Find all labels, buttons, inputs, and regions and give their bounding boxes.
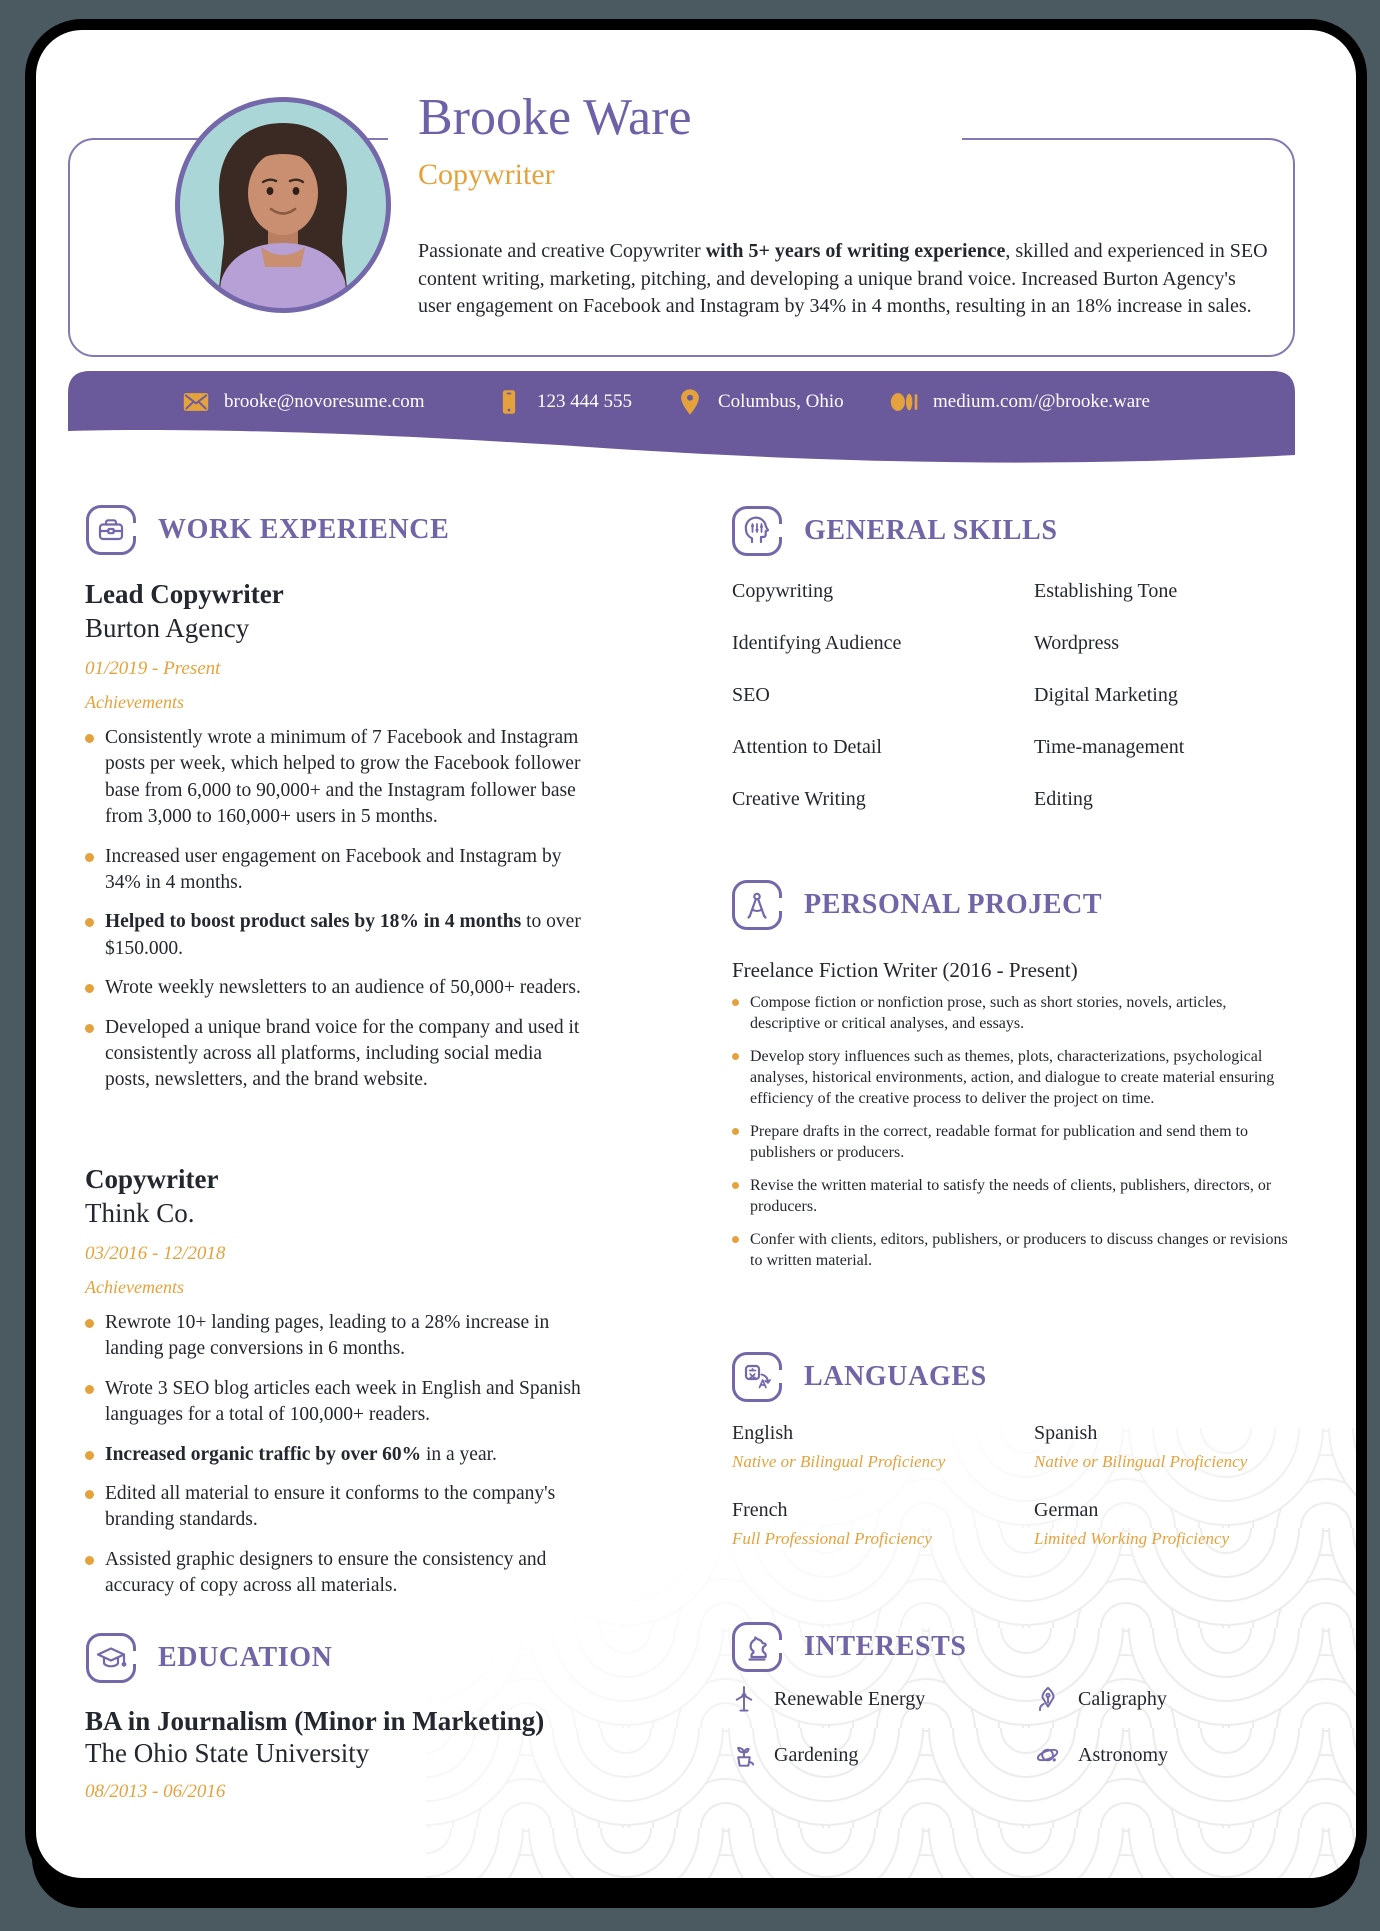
interest-label: Gardening [774,1743,859,1766]
person-job-title: Copywriter [418,158,555,191]
skills-grid [732,580,1292,811]
section-title: GENERAL SKILLS [804,515,1058,546]
phone-icon [494,387,524,417]
company-name: Think Co. [85,1198,195,1228]
briefcase-icon [86,505,136,555]
interests-grid [728,1682,1294,1772]
location-pin-icon [675,387,705,417]
project-bullet: Compose fiction or nonfiction prose, such as short stories, novels, articles, descriptive or critical analyses, and essays. [732,992,1292,1034]
contact-items [68,380,1295,424]
astronomy-orbit-icon [1032,1738,1064,1772]
interest-label: Renewable Energy [774,1687,926,1710]
achievement-item: Wrote 3 SEO blog articles each week in English and Spanish languages for a total of 100,000+ readers. [85,1376,590,1429]
language-level: Full Professional Proficiency [732,1529,932,1548]
interest-item [728,1682,1032,1716]
achievement-item: Increased user engagement on Facebook and Instagram by 34% in 4 months. [85,844,590,897]
compass-icon [732,880,782,930]
translate-icon [732,1352,782,1402]
contact-location-text: Columbus, Ohio [718,391,844,412]
skill-item: Digital Marketing [1034,684,1178,706]
date-range: 03/2016 - 12/2018 [85,1243,226,1264]
achievement-item: Edited all material to ensure it conforms to the company's branding standards. [85,1481,590,1534]
contact-phone[interactable] [494,380,632,424]
work-entry-1 [85,578,590,1107]
skill-item: SEO [732,684,770,706]
education-entry [85,1705,645,1803]
contact-medium[interactable] [888,380,1150,424]
language-name: German [1034,1499,1099,1521]
contact-location[interactable] [675,380,844,424]
achievements-label: Achievements [85,1277,184,1297]
language-item [732,1422,1034,1472]
degree: BA in Journalism (Minor in Marketing) [85,1706,545,1736]
language-name: English [732,1422,794,1444]
skill-item: Time-management [1034,736,1185,758]
section-header-work-experience [86,505,449,555]
interest-item [728,1738,1032,1772]
date-range: 08/2013 - 06/2016 [85,1781,226,1802]
project-bullet: Revise the written material to satisfy the needs of clients, publishers, directors, or producers. [732,1175,1292,1217]
language-item [732,1499,1034,1549]
school: The Ohio State University [85,1738,370,1768]
achievement-item: Consistently wrote a minimum of 7 Facebook and Instagram posts per week, which helped to grow the Facebook follower base from 6,000 to 90,000+ and the Instagram follower base from 3,000 to 160,000+ users in 5 months. [85,725,590,831]
language-level: Native or Bilingual Proficiency [1034,1452,1248,1471]
section-title: WORK EXPERIENCE [158,514,450,545]
job-title: Copywriter [85,1164,219,1194]
achievement-item: Wrote weekly newsletters to an audience of 50,000+ readers. [85,975,590,1001]
skill-item: Copywriting [732,580,834,602]
language-level: Native or Bilingual Proficiency [732,1452,946,1471]
language-name: French [732,1499,788,1521]
graduation-cap-icon [86,1633,136,1683]
language-name: Spanish [1034,1422,1098,1444]
achievements-label: Achievements [85,692,184,712]
job-title: Lead Copywriter [85,579,284,609]
head-sliders-icon [732,506,782,556]
pen-nib-icon [1032,1682,1064,1716]
languages-grid [732,1422,1292,1549]
achievement-item: Helped to boost product sales by 18% in 4 months to over $150.000. [85,909,590,962]
skill-item: Creative Writing [732,788,866,810]
interest-label: Caligraphy [1078,1687,1167,1710]
profile-summary: Passionate and creative Copywriter with 5+ years of writing experience, skilled and experienced in SEO content writing, marketing, pitching, and developing a unique brand voice. Increased Burton Agency's user engagement on Facebook and Instagram by 34% in 4 months, resulting in an 18% increase in sales. [418,240,1268,317]
company-name: Burton Agency [85,613,250,643]
language-item [1034,1499,1292,1549]
project-bullet-list [732,992,1292,1283]
chess-knight-icon [732,1622,782,1672]
skill-item: Identifying Audience [732,632,902,654]
skill-item: Editing [1034,788,1093,810]
contact-email-text: brooke@novoresume.com [224,391,425,412]
project-bullet: Confer with clients, editors, publishers, or producers to discuss changes or revisions to written material. [732,1229,1292,1271]
plant-pot-icon [728,1738,760,1772]
section-header-languages [732,1352,987,1402]
achievement-list [85,725,590,1094]
section-title: EDUCATION [158,1642,333,1673]
achievement-item: Assisted graphic designers to ensure the consistency and accuracy of copy across all materials. [85,1547,590,1600]
achievement-item: Increased organic traffic by over 60% in a year. [85,1442,590,1468]
section-header-personal-project [732,880,1102,930]
achievement-list [85,1310,590,1600]
interest-item [1032,1682,1294,1716]
achievement-item: Rewrote 10+ landing pages, leading to a 28% increase in landing page conversions in 6 months. [85,1310,590,1363]
wind-turbine-icon [728,1682,760,1716]
interest-label: Astronomy [1078,1743,1168,1766]
person-name: Brooke Ware [418,89,692,146]
language-level: Limited Working Proficiency [1034,1529,1230,1548]
section-header-general-skills [732,506,1058,556]
section-title: PERSONAL PROJECT [804,889,1103,920]
section-title: LANGUAGES [804,1361,987,1392]
skill-item: Wordpress [1034,632,1120,654]
envelope-icon [181,387,211,417]
contact-medium-text: medium.com/@brooke.ware [933,391,1150,412]
medium-icon [888,387,920,417]
skill-item: Establishing Tone [1034,580,1178,602]
work-entry-2 [85,1163,590,1613]
skill-item: Attention to Detail [732,736,882,758]
date-range: 01/2019 - Present [85,658,221,679]
project-bullet: Prepare drafts in the correct, readable format for publication and send them to publishers or producers. [732,1121,1292,1163]
interest-item [1032,1738,1294,1772]
section-title: INTERESTS [804,1631,967,1662]
resume-page [36,30,1356,1878]
section-header-interests [732,1622,967,1672]
language-item [1034,1422,1292,1472]
project-subtitle: Freelance Fiction Writer (2016 - Present) [732,958,1078,982]
profile-photo [175,97,391,313]
project-bullet: Develop story influences such as themes, plots, characterizations, psychological analyses, historical environments, action, and dialogue to create material ensuring efficiency of the creative process to deliver the project on time. [732,1046,1292,1109]
contact-phone-text: 123 444 555 [537,391,632,412]
contact-email[interactable] [181,380,425,424]
achievement-item: Developed a unique brand voice for the company and used it consistently across all platforms, including social media posts, newsletters, and the brand website. [85,1015,590,1094]
section-header-education [86,1633,332,1683]
